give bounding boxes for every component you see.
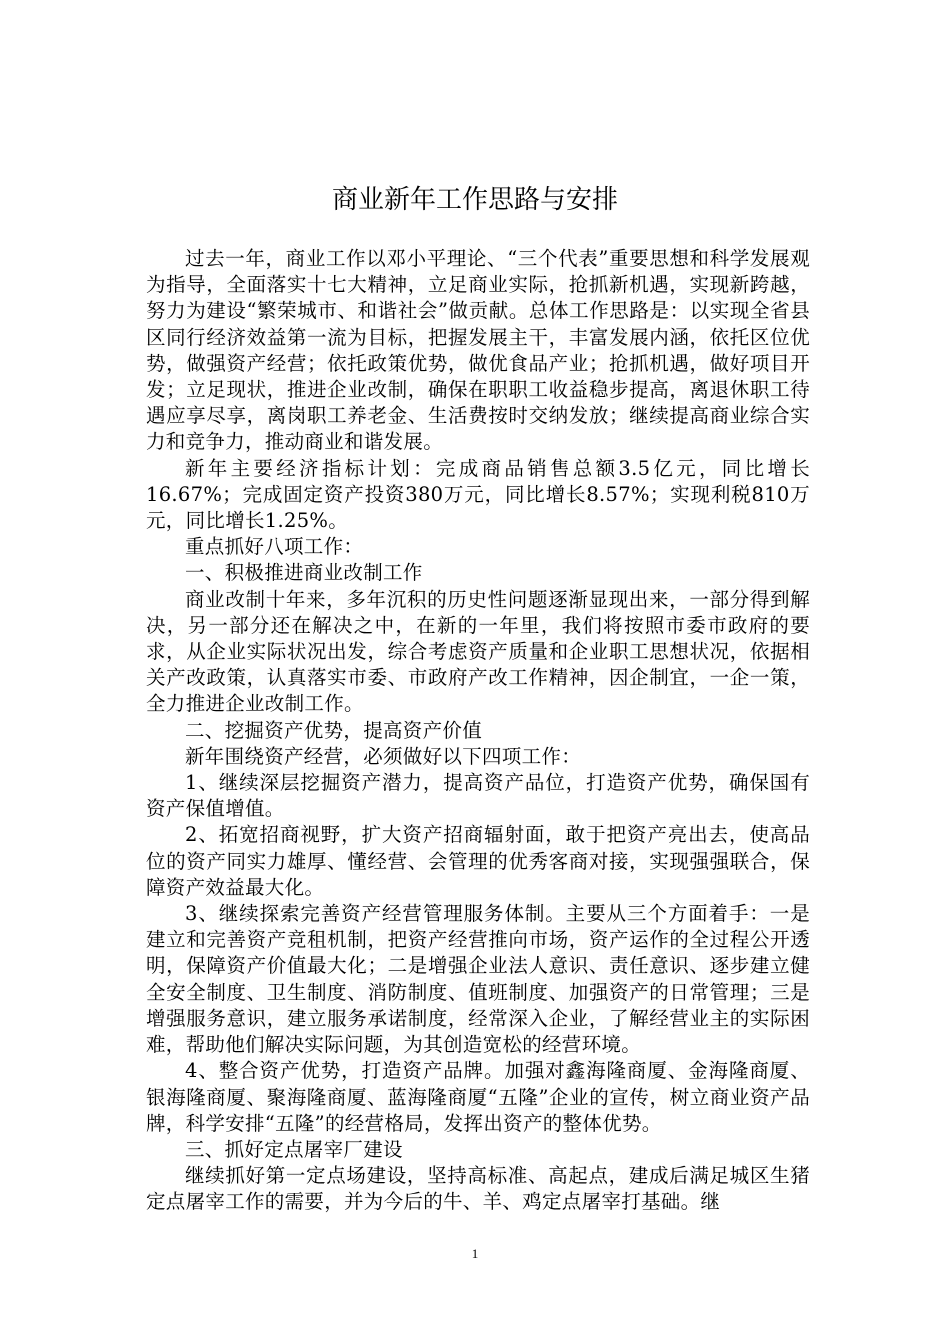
document-body — [146, 246, 810, 1216]
list-item-1: 1、继续深层挖掘资产潜力，提高资产品位，打造资产优势，确保国有资产保值增值。 — [146, 771, 810, 821]
page-number: 1 — [471, 1246, 479, 1261]
section-heading-1: 一、积极推进商业改制工作 — [185, 561, 423, 585]
paragraph-eight-tasks-intro: 重点抓好八项工作： — [185, 535, 364, 559]
paragraph-reform: 商业改制十年来，多年沉积的历史性问题逐渐显现出来，一部分得到解决，另一部分还在解决之中，在新的一年里，我们将按照市委市政府的要求，从企业实际状况出发，综合考虑资产质量和企业职工思想状况，依据相关产改政策，认真落实市委、市政府产改工作精神，因企制宜，一企一策，全力推进企业改制工作。 — [146, 587, 810, 716]
list-item-4: 4、整合资产优势，打造资产品牌。加强对鑫海隆商厦、金海隆商厦、银海隆商厦、聚海隆商厦、蓝海隆商厦“五隆”企业的宣传，树立商业资产品牌，科学安排“五隆”的经营格局，发挥出资产的整体优势。 — [146, 1059, 810, 1135]
document-title: 商业新年工作思路与安排 — [331, 185, 618, 215]
section-heading-3: 三、抓好定点屠宰厂建设 — [185, 1137, 403, 1161]
paragraph-four-tasks-intro: 新年围绕资产经营，必须做好以下四项工作： — [185, 744, 582, 768]
list-item-3: 3、继续探索完善资产经营管理服务体制。主要从三个方面着手：一是建立和完善资产竞租机制，把资产经营推向市场，资产运作的全过程公开透明，保障资产价值最大化；二是增强企业法人意识、责任意识、逐步建立健全安全制度、卫生制度、消防制度、值班制度、加强资产的日常管理；三是增强服务意识，建立服务承诺制度，经常深入企业，了解经营业主的实际困难，帮助他们解决实际问题，为其创造宽松的经营环境。 — [146, 902, 810, 1057]
paragraph-economic-targets: 新年主要经济指标计划：完成商品销售总额3.5亿元，同比增长16.67%；完成固定资产投资380万元，同比增长8.57%；实现利税810万元，同比增长1.25%。 — [146, 456, 810, 533]
paragraph-summary: 过去一年，商业工作以邓小平理论、“三个代表”重要思想和科学发展观为指导，全面落实十七大精神，立足商业实际，抢抓新机遇，实现新跨越，努力为建设“繁荣城市、和谐社会”做贡献。总体工作思路是：以实现全省县区同行经济效益第一流为目标，把握发展主干，丰富发展内涵，依托区位优势，做强资产经营；依托政策优势，做优食品产业；抢抓机遇，做好项目开发；立足现状，推进企业改制，确保在职职工收益稳步提高，离退休职工待遇应享尽享，离岗职工养老金、生活费按时交纳发放；继续提高商业综合实力和竞争力，推动商业和谐发展。 — [146, 247, 810, 454]
list-item-2: 2、拓宽招商视野，扩大资产招商辐射面，敢于把资产亮出去，使高品位的资产同实力雄厚、懂经营、会管理的优秀客商对接，实现强强联合，保障资产效益最大化。 — [146, 823, 810, 899]
section-heading-2: 二、挖掘资产优势，提高资产价值 — [185, 718, 483, 742]
paragraph-slaughterhouse: 继续抓好第一定点场建设，坚持高标准、高起点，建成后满足城区生猪定点屠宰工作的需要，并为今后的牛、羊、鸡定点屠宰打基础。继 — [146, 1164, 810, 1214]
